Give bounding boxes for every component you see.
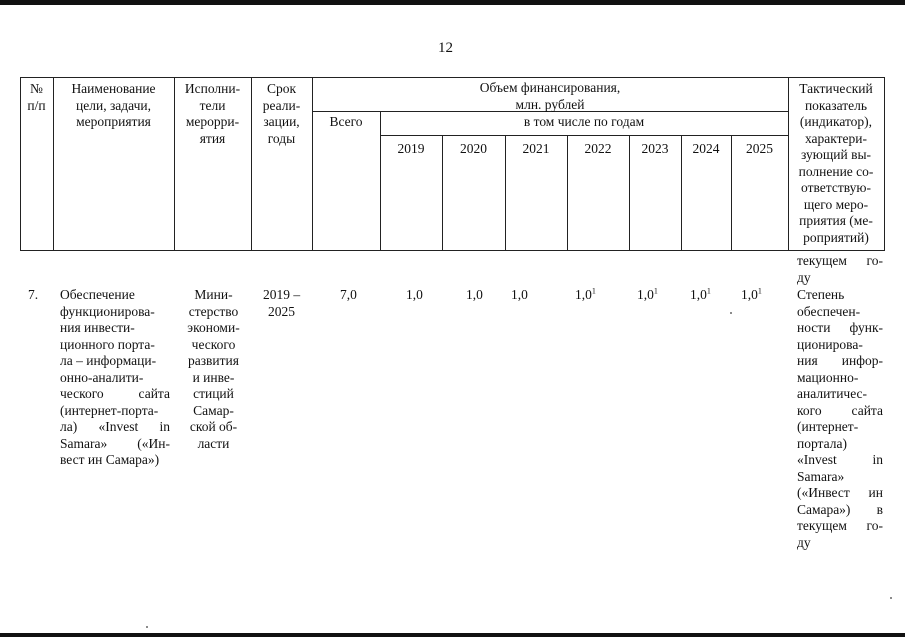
row-indicator: Степень обеспечен- ности функ- ционирова- ния инфор- мационно- аналитичес- кого сайта (интернет- портала) «Invest in Samara» («Инвест ин Самара») в текущем го- ду [797,287,883,550]
row-value-2024: $1,0^1$ [690,286,711,302]
footnote-mark: 1 [706,286,711,296]
row-total: 7,0 [340,287,357,302]
header-col-term: Срок реали- зации, годы [262,81,301,146]
row-value-2021: 1,0 [511,287,528,302]
carryover-indicator-text: текущем го- ду [797,253,883,285]
header-year-2023: 2023 [641,141,669,156]
row-value-2022: $1,0^1$ [575,286,596,302]
row-term: 2019 – 2025 [262,287,301,319]
header-year-2020: 2020 [460,141,487,156]
row-name: Обеспечение функционирова- ния инвести- ционного порта- ла – информаци- онно-аналити- ческого сайта (интернет-порта- ла) «Invest in Samara» («Ин- вест ин Самара») [60,287,170,467]
row-number: 7. [28,287,39,302]
header-indicator: Тактический показатель (индикатор), характери- зующий вы- полнение со- ответствую- щего меро- приятия (ме- роприятий) [798,81,874,245]
scan-speck [730,312,732,314]
row-value-2023: $1,0^1$ [637,286,658,302]
row-value-2020: 1,0 [466,287,483,302]
header-total: Всего [329,114,363,129]
row-value-2019: 1,0 [406,287,423,302]
row-executors: Мини- стерство экономи- ческого развития и инве- стиций Самар- ской об- ласти [187,287,240,451]
top-border [0,0,905,5]
header-col-num: № п/п [27,81,46,113]
footnote-mark: 1 [653,286,658,296]
footnote-mark: 1 [757,286,762,296]
header-year-2019: 2019 [397,141,425,156]
scan-speck [146,626,148,628]
row-value-2025: $1,0^1$ [741,286,762,302]
header-col-executors: Исполни- тели мероpри- ятия [184,81,241,146]
footnote-mark: 1 [591,286,596,296]
header-funding: Объем финансирования, млн. рублей [479,80,621,112]
scan-speck [890,597,892,599]
header-year-2021: 2021 [522,141,550,156]
header-year-2024: 2024 [692,141,720,156]
bottom-border [0,633,905,637]
header-col-name: Наименование цели, задачи, мероприятия [71,81,156,129]
header-year-2022: 2022 [584,141,612,156]
page-number: 12 [438,40,453,56]
header-year-2025: 2025 [746,141,773,156]
header-by-years: в том числе по годам [523,114,645,129]
